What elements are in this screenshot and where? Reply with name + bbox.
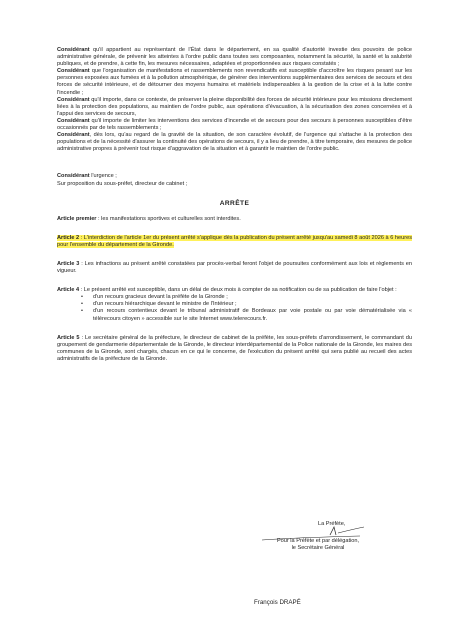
recours-item: • d'un recours contentieux devant le tribunal administratif de Bordeaux par voie postale ou par voie dématérialisée via « télérecours citoyen » accessible sur le site Internet www.telerecours.fr. [93, 308, 412, 322]
considerant-5: Considérant, dès lors, qu'au regard de la gravité de la situation, de son caractère évolutif, de l'urgence qui s'attache à la protection des populations et de la nécessité d'assurer la continuité des opérations de secours, il y a lieu de prendre, à titre temporaire, des mesures de police administrative propres à prévenir tout risque d'aggravation de la situation et à garantir le maintien de l'ordre public. [57, 132, 412, 153]
article-1: Article premier : les manifestations sportives et culturelles sont interdites. [57, 215, 241, 222]
arrete-heading: ARRÊTE [219, 199, 250, 207]
recours-list [57, 294, 412, 322]
article-5: Article 5 : Le secrétaire général de la préfecture, le directeur de cabinet de la préfète, les sous-préfets d'arrondissement, le commandant du groupement de gendarmerie départementale de la Gironde, le directeur interdépartemental de la Police nationale de la Gironde, les maires des communes de la Gironde, sont chargés, chacun en ce qui le concerne, de l'exécution du présent arrêté qui sera publié au recueil des actes administratifs de la préfecture de la Gironde. [57, 334, 412, 362]
proposition: Sur proposition du sous-préfet, directeur de cabinet ; [57, 180, 188, 187]
signature-title: La Préfète, [318, 521, 346, 527]
considerant-4: Considérant qu'il importe de limiter les interventions des services d'incendie et de secours pour des secours à personnes susceptibles d'être occasionnés par de tels rassemblements ; [57, 117, 412, 132]
recours-item: • d'un recours hiérarchique devant le ministre de l'Intérieur ; [93, 301, 412, 308]
considerant-urgence: Considérant l'urgence ; [57, 173, 117, 180]
article-4: Article 4 : Le présent arrêté est susceptible, dans un délai de deux mois à compter de sa notification ou de sa publication de faire l'objet : [57, 287, 397, 294]
article-2-highlight: Article 2 : L'interdiction de l'article 1er du présent arrêté s'applique dès la publication du présent arrêté jusqu'au samedi 8 août 2026 à 6 heures pour l'ensemble du département de la Gironde. [57, 234, 412, 248]
considerant-1: Considérant qu'il appartient au représentant de l'État dans le département, en sa qualité d'autorité investie des pouvoirs de police administrative générale, de prévenir les atteintes à l'ordre public dans toutes ses composantes, notamment la sécurité, la santé et la salubrité publiques, et de prendre, à cette fin, les mesures nécessaires, adaptées et proportionnées aux risques constatés ; [57, 47, 412, 68]
article-2 [57, 235, 412, 249]
signatory-name: François DRAPÉ [254, 599, 301, 606]
recours-item: • d'un recours gracieux devant la préfète de la Gironde ; [93, 294, 412, 301]
article-3: Article 3 : Les infractions au présent arrêté constatées par procès-verbal feront l'objet de poursuites conformément aux lois et règlements en vigueur. [57, 260, 412, 275]
considerant-3: Considérant qu'il importe, dans ce contexte, de préserver la pleine disponibilité des forces de sécurité intérieure pour les missions directement liées à la protection des populations, au maintien de l'ordre public, aux opérations d'évacuation, à la sécurisation des zones concernées et à l'appui des services de secours, [57, 96, 412, 117]
considerant-2: Considérant que l'organisation de manifestations et rassemblements non revendicatifs est susceptible d'accroître les risques pesant sur les personnes exposées aux fumées et à la pollution atmosphérique, de générer des interventions supplémentaires des services de secours et des forces de sécurité intérieure, et de détourner des moyens humains et matériels indispensables à la gestion de la crise et à la lutte contre l'incendie ; [57, 68, 412, 96]
signature-delegation: Pour la Préfète et par délégation, le Secrétaire Général [276, 538, 360, 551]
